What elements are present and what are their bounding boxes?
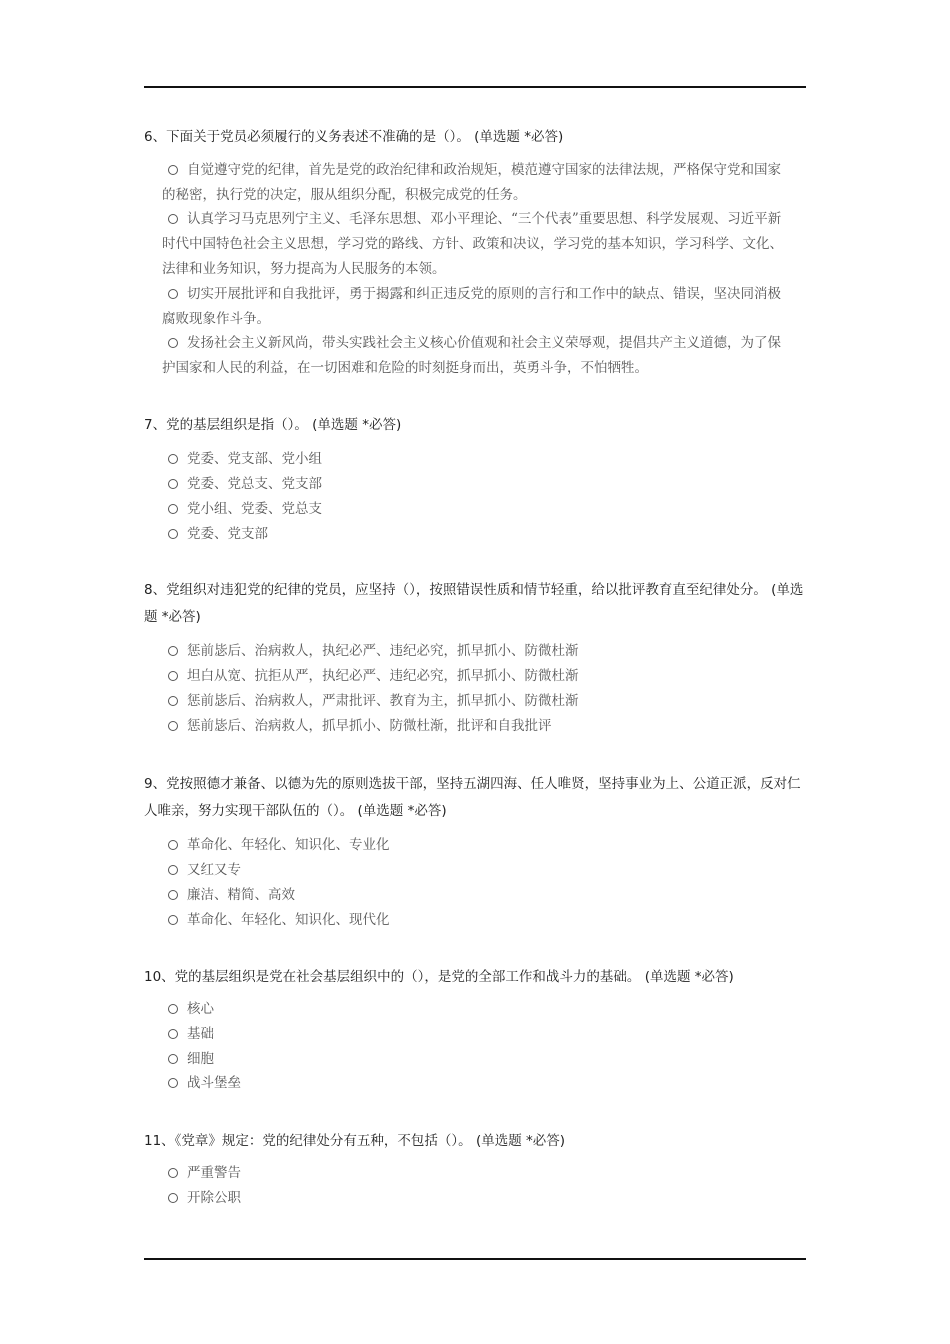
option[interactable] (162, 472, 792, 497)
option[interactable] (162, 447, 792, 472)
option[interactable] (162, 908, 792, 933)
question-title: 6、下面关于党员必须履行的义务表述不准确的是（）。 (单选题 *必答) (144, 129, 564, 145)
option[interactable] (162, 497, 792, 522)
radio-circle-icon[interactable] (168, 671, 178, 681)
question-title: 11、《党章》规定：党的纪律处分有五种，不包括（）。 (单选题 *必答) (144, 1133, 566, 1149)
option[interactable] (162, 883, 792, 908)
option-label: 坦白从宽、抗拒从严，执纪必严、违纪必究，抓早抓小、防微杜渐 (187, 668, 579, 684)
option[interactable] (162, 833, 792, 858)
radio-circle-icon[interactable] (168, 721, 178, 731)
option[interactable] (162, 664, 792, 689)
radio-circle-icon[interactable] (168, 840, 178, 850)
radio-circle-icon[interactable] (168, 1054, 178, 1064)
question-title: 9、党按照德才兼备、以德为先的原则选拔干部，坚持五湖四海、任人唯贤，坚持事业为上、公道正派，反对仁人唯亲，努力实现干部队伍的（）。 (单选题 *必答) (144, 776, 801, 819)
option-label: 惩前毖后、治病救人，执纪必严、违纪必究，抓早抓小、防微杜渐 (187, 643, 579, 659)
option-label: 党委、党总支、党支部 (187, 476, 322, 492)
option[interactable] (162, 282, 792, 332)
option[interactable] (162, 1161, 792, 1186)
radio-circle-icon[interactable] (168, 338, 178, 348)
top-rule (144, 86, 806, 88)
option-label: 发扬社会主义新风尚，带头实践社会主义核心价值观和社会主义荣辱观，提倡共产主义道德，为了保护国家和人民的利益，在一切困难和危险的时刻挺身而出，英勇斗争，不怕牺牲。 (162, 335, 781, 376)
radio-circle-icon[interactable] (168, 165, 178, 175)
option[interactable] (162, 639, 792, 664)
radio-circle-icon[interactable] (168, 915, 178, 925)
option-label: 党委、党支部、党小组 (187, 451, 322, 467)
option[interactable] (162, 158, 792, 208)
bottom-rule (144, 1258, 806, 1260)
option[interactable] (162, 522, 792, 547)
option[interactable] (162, 1047, 792, 1072)
question-title: 10、党的基层组织是党在社会基层组织中的（），是党的全部工作和战斗力的基础。 (单选题 *必答) (144, 969, 734, 985)
option-label: 切实开展批评和自我批评，勇于揭露和纠正违反党的原则的言行和工作中的缺点、错误，坚决同消极腐败现象作斗争。 (162, 286, 781, 327)
radio-circle-icon[interactable] (168, 529, 178, 539)
radio-circle-icon[interactable] (168, 1078, 178, 1088)
option-label: 严重警告 (187, 1165, 241, 1181)
radio-circle-icon[interactable] (168, 1168, 178, 1178)
option[interactable] (162, 331, 792, 381)
option-label: 细胞 (187, 1051, 214, 1067)
radio-circle-icon[interactable] (168, 504, 178, 514)
option-label: 开除公职 (187, 1190, 241, 1206)
radio-circle-icon[interactable] (168, 479, 178, 489)
radio-circle-icon[interactable] (168, 1193, 178, 1203)
option-label: 核心 (187, 1001, 214, 1017)
option-label: 革命化、年轻化、知识化、专业化 (187, 837, 390, 853)
option-label: 又红又专 (187, 862, 241, 878)
option-label: 认真学习马克思列宁主义、毛泽东思想、邓小平理论、“三个代表”重要思想、科学发展观、习近平新时代中国特色社会主义思想，学习党的路线、方针、政策和决议，学习党的基本知识，学习科学、文化、法律和业务知识，努力提高为人民服务的本领。 (162, 211, 783, 277)
radio-circle-icon[interactable] (168, 214, 178, 224)
radio-circle-icon[interactable] (168, 865, 178, 875)
radio-circle-icon[interactable] (168, 1004, 178, 1014)
option-label: 惩前毖后、治病救人，严肃批评、教育为主，抓早抓小、防微杜渐 (187, 693, 579, 709)
radio-circle-icon[interactable] (168, 646, 178, 656)
option[interactable] (162, 1022, 792, 1047)
option-label: 革命化、年轻化、知识化、现代化 (187, 912, 390, 928)
option[interactable] (162, 858, 792, 883)
option[interactable] (162, 207, 792, 282)
option[interactable] (162, 997, 792, 1022)
radio-circle-icon[interactable] (168, 454, 178, 464)
option[interactable] (162, 1071, 792, 1096)
radio-circle-icon[interactable] (168, 890, 178, 900)
option[interactable] (162, 689, 792, 714)
option[interactable] (162, 1186, 792, 1211)
question-title: 7、党的基层组织是指（）。 (单选题 *必答) (144, 417, 402, 433)
option-label: 党小组、党委、党总支 (187, 501, 322, 517)
option-label: 惩前毖后、治病救人，抓早抓小、防微杜渐，批评和自我批评 (187, 718, 552, 734)
radio-circle-icon[interactable] (168, 696, 178, 706)
option-label: 党委、党支部 (187, 526, 268, 542)
option-label: 战斗堡垒 (187, 1075, 241, 1091)
option-label: 自觉遵守党的纪律，首先是党的政治纪律和政治规矩，模范遵守国家的法律法规，严格保守党和国家的秘密，执行党的决定，服从组织分配，积极完成党的任务。 (162, 162, 781, 203)
option-label: 基础 (187, 1026, 214, 1042)
radio-circle-icon[interactable] (168, 1029, 178, 1039)
radio-circle-icon[interactable] (168, 289, 178, 299)
question-title: 8、党组织对违犯党的纪律的党员，应坚持（），按照错误性质和情节轻重，给以批评教育直至纪律处分。 (单选题 *必答) (144, 582, 804, 625)
option[interactable] (162, 714, 792, 739)
option-label: 廉洁、精简、高效 (187, 887, 295, 903)
